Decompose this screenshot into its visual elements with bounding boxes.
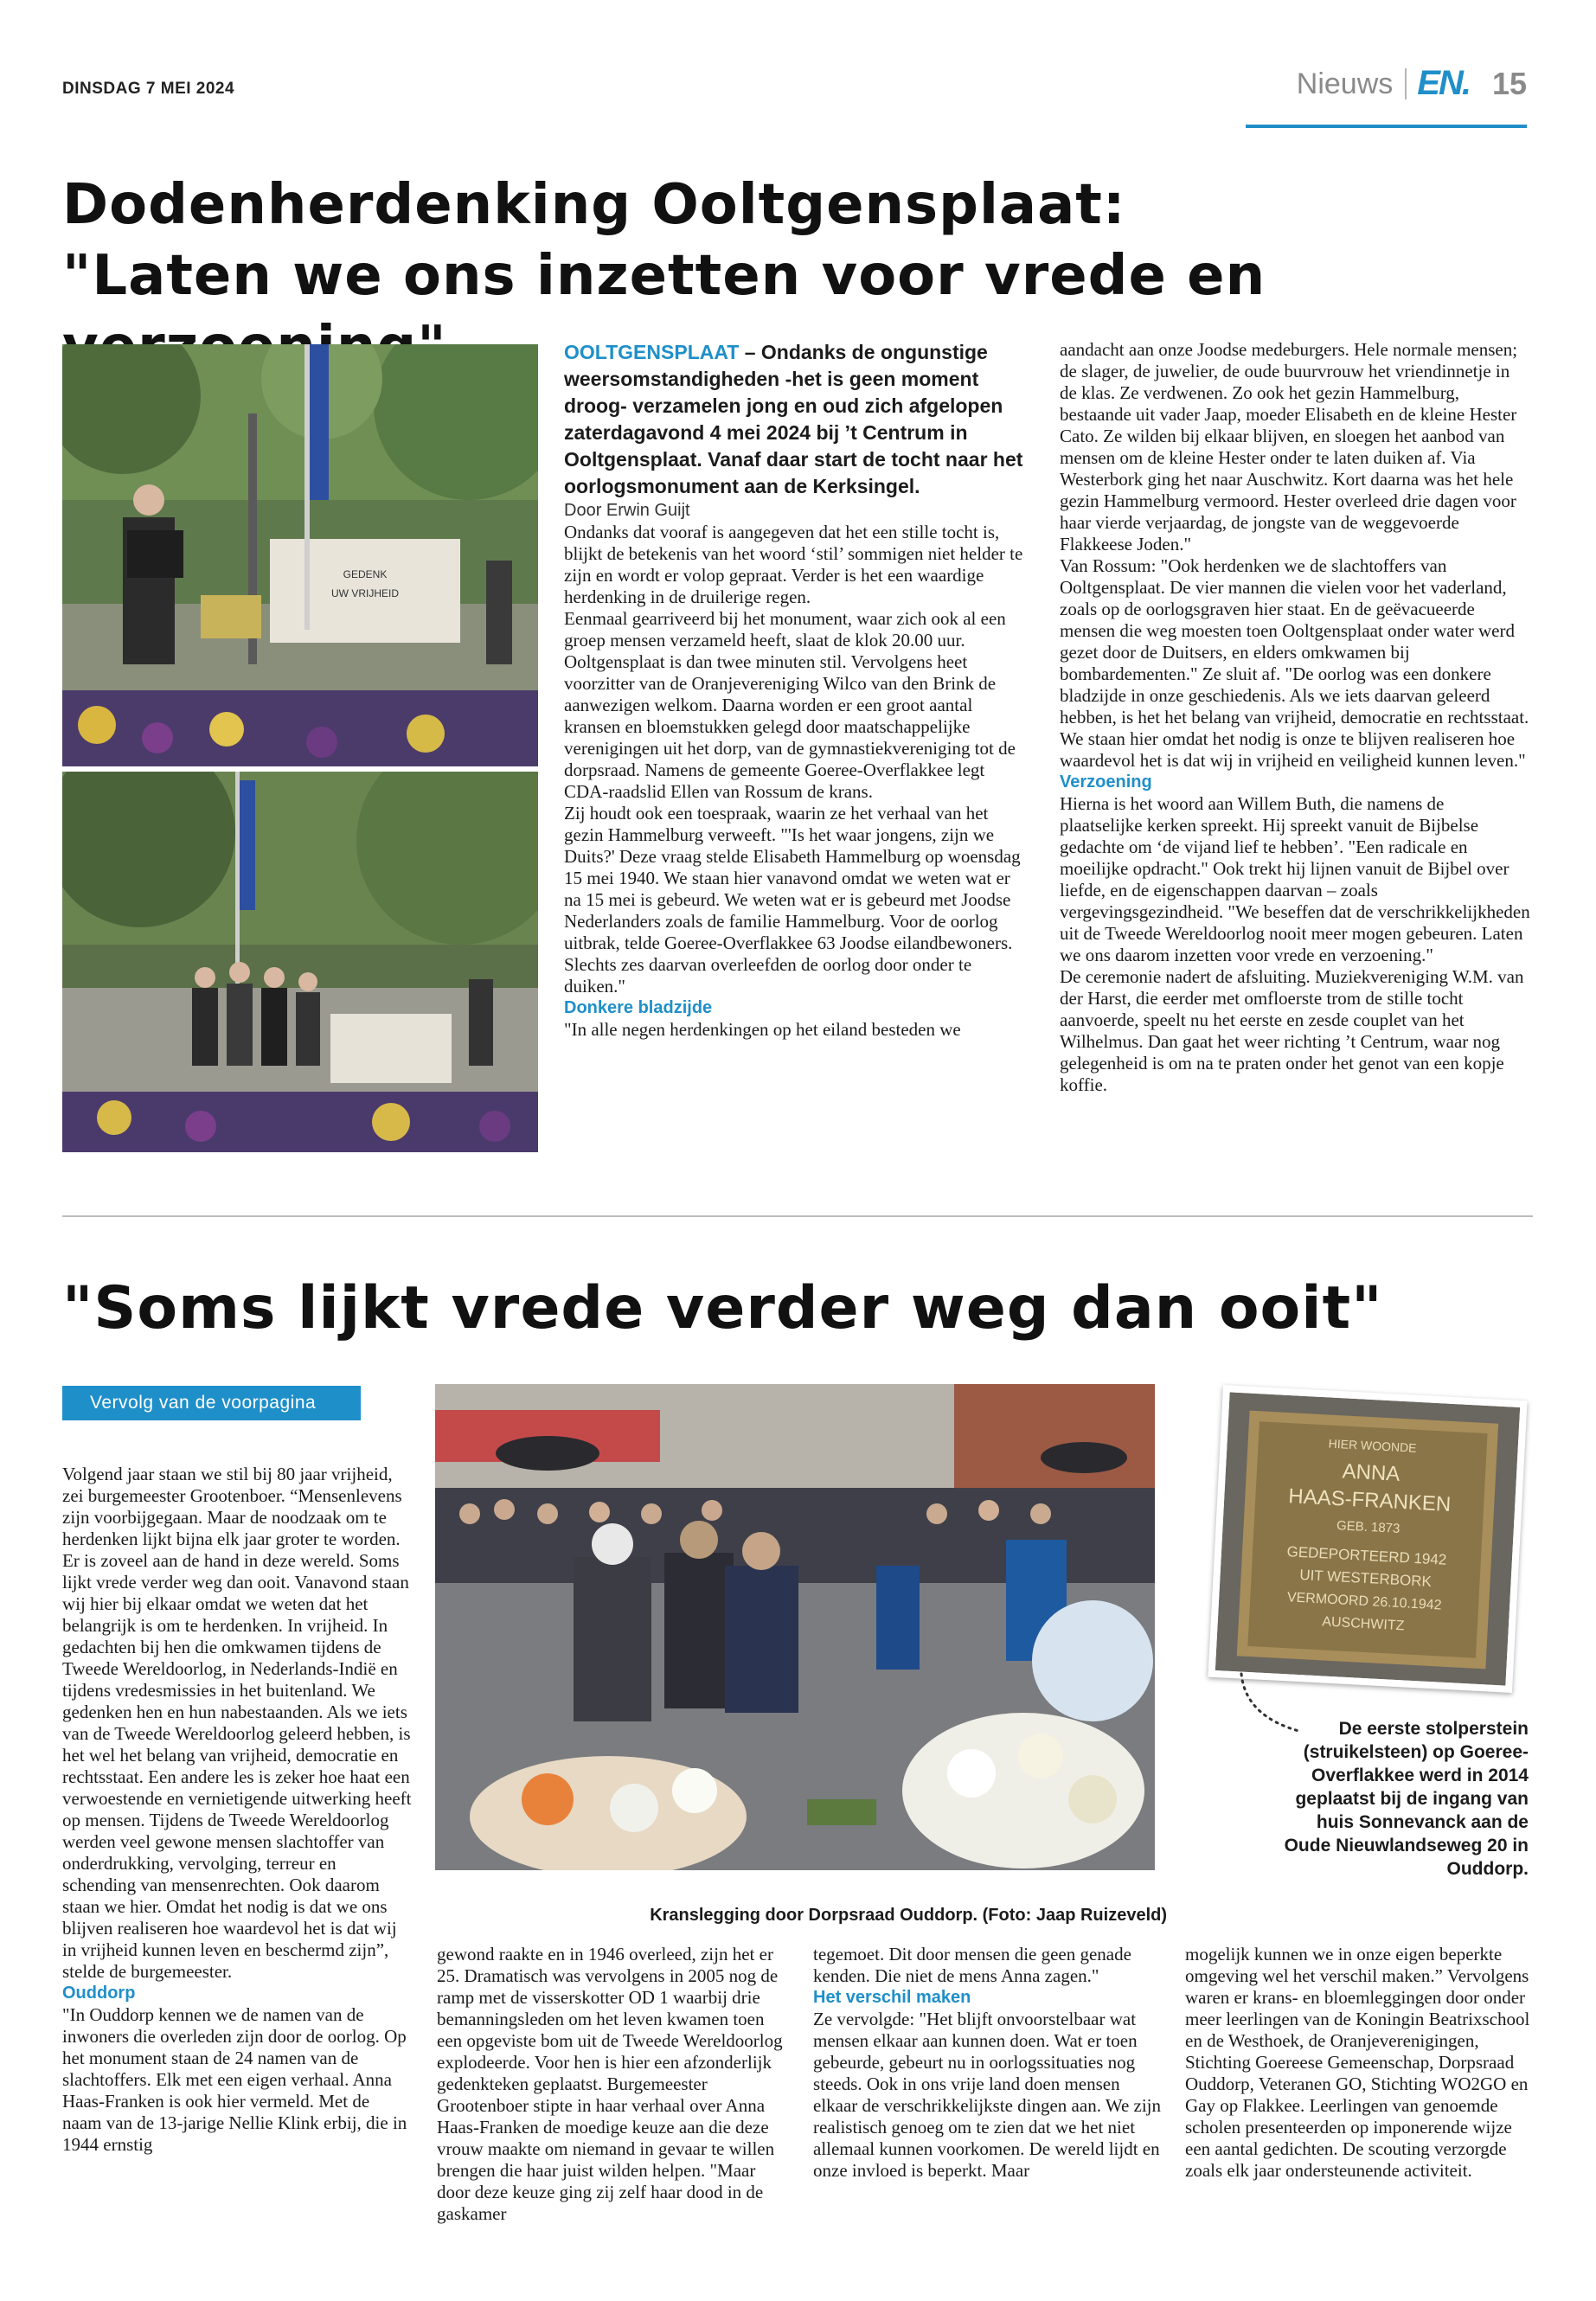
article2-subhead-verschil: Het verschil maken: [813, 1988, 971, 2007]
photo-stolperstein: [1208, 1385, 1527, 1693]
article2-column4: [1185, 1944, 1531, 2182]
article2-headline: "Soms lijkt vrede verder weg dan ooit": [62, 1274, 1383, 1343]
article2-paragraph: Ze vervolgde: "Het blijft onvoorstelbaar wat mensen elkaar aan kunnen doen. Wat er toen gebeurde, gebeurt nu in oorlogssituaties nog steeds. Ook in ons vrije land doen mensen elkaar de verschrikkelijkste dingen aan. We zijn realistisch genoeg om te zien dat we het niet allemaal kunnen voorkomen. De wereld lijdt en onze invloed is beperkt. Maar: [813, 2009, 1162, 2181]
article2-column3: [813, 1944, 1163, 2182]
article1-place: OOLTGENSPLAAT: [564, 341, 740, 363]
article1-intro-text: – Ondanks de ongunstige weersomstandigheden -het is geen moment droog- verzamelen jong en oud zich afgelopen zaterdagavond 4 mei 2024 bij ’t Centrum in Ooltgensplaat. Vanaf daar start de tocht naar het oorlogsmonument aan de Kerksingel.: [564, 341, 1023, 497]
stone-line: HIER WOONDE: [1328, 1436, 1417, 1455]
stone-line: GEDEPORTEERD 1942: [1286, 1543, 1447, 1568]
stone-line: HAAS-FRANKEN: [1287, 1484, 1452, 1516]
article2-column1: [62, 1464, 413, 2156]
article1-byline: Door Erwin Guijt: [564, 501, 690, 520]
article2-paragraph: tegemoet. Dit door mensen die geen genade kenden. Die niet de mens Anna zagen.": [813, 1944, 1131, 1986]
article1-paragraph: "In alle negen herdenkingen op het eiland besteden we: [564, 1019, 961, 1040]
article1-subhead-verzoening: Verzoening: [1060, 772, 1152, 792]
article1-paragraph: Zij houdt ook een toespraak, waarin ze het verhaal van het gezin Hammelburg verweeft. "'Is het waar jongens, zijn we Duits?' Deze vraag stelde Elisabeth Hammelburg op woensdag 15 mei 1940. We staan hier vanavond omdat we weten wat er na 15 mei is gebeurd. We weten wat er is gebeurd met Joodse Nederlanders zoals de familie Hammelburg. Voor de oorlog uitbrak, telde Goeree-Overflakkee 63 Joodse eilandbewoners. Slechts zes daarvan overleefden de oorlog door onder te duiken.": [564, 803, 1021, 997]
publication-date: DINSDAG 7 MEI 2024: [62, 80, 235, 98]
photo-wreath-laying: [435, 1384, 1155, 1870]
article1-headline-line1: Dodenherdenking Ooltgensplaat:: [62, 173, 1126, 237]
section-name: Nieuws: [1297, 68, 1407, 99]
article1-intro: [564, 339, 1031, 500]
brand-logo: EN.: [1417, 64, 1470, 102]
monument-sign-line1: GEDENK: [343, 568, 388, 580]
article2-paragraph: gewond raakte en in 1946 overleed, zijn het er 25. Dramatisch was vervolgens in 2005 nog de ramp met de visserskotter OD 1 waarbij drie bemanningsleden om het leven kwamen toen een opgeviste bom uit de Tweede Wereldoorlog explodeerde. Voor hen is hier een afzonderlijk gedenkteken geplaatst. Burgemeester Grootenboer stipte in haar verhaal over Anna Haas-Franken de moedige keuze aan die deze vrouw maakte om niemand in gevaar te willen brengen die haar juist wilden helpen. "Maar door deze keuze ging zij zelf haar dood in de gaskamer: [437, 1944, 783, 2224]
photo-caption-wreath: Kranslegging door Dorpsraad Ouddorp. (Foto: Jaap Ruizeveld): [650, 1906, 1167, 1925]
stolperstein-caption: De eerste stolperstein (struikelsteen) op Goeree-Overflakkee werd in 2014 geplaatst bij de ingang van huis Sonnevanck aan de Oude Nieuwlandseweg 20 in Ouddorp.: [1284, 1719, 1529, 1879]
monument-sign-line2: UW VRIJHEID: [331, 587, 399, 599]
article2-paragraph: mogelijk kunnen we in onze eigen beperkte omgeving wel het verschil maken.” Vervolgens waren er krans- en bloemleggingen door onder meer leerlingen van de Koningin Beatrixschool en de Westhoek, de Oranjeverenigingen, Stichting Goereese Gemeenschap, Dorpsraad Ouddorp, Veteranen GO, Stichting WO2GO en Gay op Flakkee. Leerlingen van genoemde scholen presenteerden op imponerende wijze een aantal gedichten. De scouting verzorgde zoals elk jaar ondersteunende activiteit.: [1185, 1944, 1530, 2181]
article2-paragraph: "In Ouddorp kennen we de namen van de inwoners die overleden zijn door de oorlog. Op het monument staan de 24 namen van de slachtoffers. Elk met een eigen verhaal. Anna Haas-Franken is ook hier vermeld. Met de naam van de 13-jarige Nellie Klink erbij, die in 1944 ernstig: [62, 2004, 407, 2155]
stone-line: UIT WESTERBORK: [1298, 1566, 1433, 1590]
section-header: [1297, 64, 1527, 103]
article2-subhead-ouddorp: Ouddorp: [62, 1984, 136, 2003]
article1-column1: [564, 339, 1031, 1041]
article2-column2: [437, 1944, 792, 2225]
article1-paragraph: Van Rossum: "Ook herdenken we de slachtoffers van Ooltgensplaat. De vier mannen die vielen voor het vaderland, zoals op de oorlogsgraven hier staat. En de geëvacueerde mensen die weg moesten toen Ooltgensplaat onder water werd gezet door de Duitsers, en elders omkwamen bij bombardementen." Ze sluit af. "De oorlog was een donkere bladzijde in onze geschiedenis. Als we iets daarvan geleerd hebben, is het het belang van vrijheid, democratie en rechtsstaat. We staan hier omdat het nodig is onze te blijven realiseren hoe waardevol het is dat wij in vrijheid en veiligheid kunnen leven.": [1060, 555, 1529, 771]
article1-paragraph: Eenmaal gearriveerd bij het monument, waar zich ook al een groep mensen verzameld heeft, slaat de klok 20.00 uur. Ooltgensplaat is dan twee minuten stil. Vervolgens heet voorzitter van de Oranjevereniging Wilco van den Brink de aanwezigen welkom. Daarna worden er een groot aantal kransen en bloemstukken gelegd door maatschappelijke verenigingen uit het dorp, van de gymnastiekvereniging tot de dorpsraad. Namens de gemeente Goeree-Overflakkee legt CDA-raadslid Ellen van Rossum de krans.: [564, 608, 1016, 802]
article2-paragraph: Volgend jaar staan we stil bij 80 jaar vrijheid, zei burgemeester Grootenboer. “Mensenlevens zijn voorbijgegaan. Maar de noodzaak om te herdenken lijkt bijna elk jaar groter te worden. Er is zoveel aan de hand in deze wereld. Soms lijkt vrede verder weg dan ooit. Vanavond staan wij hier bij elkaar omdat we weten dat het belangrijk is om te herdenken. In vrijheid. In gedachten bij hen die omkwamen tijdens de Tweede Wereldoorlog, in Nederlands-Indië en tijdens vredesmissies in het buitenland. We gedenken hen en hun nabestaanden. Als we iets van de Tweede Wereldoorlog geleerd hebben, is het wel het belang van vrijheid, democratie en rechtsstaat. Een andere les is zeker hoe haat een verwoestende en vernietigende uitwerking heeft op mensen. Tijdens de Tweede Wereldoorlog werden veel gewone mensen slachtoffer van onderdrukking, vervolging, terreur en schending van mensenrechten. Ook daarom staan we hier. Omdat het nodig is dat we ons blijven realiseren hoe waardevol het is dat wij in vrijheid kunnen leven en beschermd zijn”, stelde de burgemeester.: [62, 1464, 412, 1982]
continued-from-front-label: Vervolg van de voorpagina: [62, 1386, 361, 1420]
header-accent-line: [1246, 125, 1527, 128]
stone-line: GEB. 1873: [1336, 1518, 1401, 1536]
article1-headline-line2: "Laten we ons inzetten voor vrede en: [62, 244, 1266, 308]
article1-paragraph: Ondanks dat vooraf is aangegeven dat het een stille tocht is, blijkt de betekenis van het woord ‘stil’ sommigen niet helder te zijn en wordt er volop gepraat. Verder is het een waardige herdenking in de druilerige regen.: [564, 522, 1023, 607]
article-divider: [62, 1215, 1533, 1217]
article1-paragraph: Hierna is het woord aan Willem Buth, die namens de plaatselijke kerken spreekt. Hij spreekt vanuit de Bijbelse gedachte om ‘de vijand lief te hebben’. "Een radicale en moeilijke opdracht." Ook trekt hij lijnen vanuit de Bijbel over liefde, en de eigenschappen daarvan – zoals vergevingsgezindheid. "We beseffen dat de verschrikkelijkheden uit de Tweede Wereldoorlog nooit meer mogen gebeuren. Laten we ons daarom inzetten voor vrede en verzoening.": [1060, 793, 1530, 965]
article1-paragraph: De ceremonie nadert de afsluiting. Muziekvereniging W.M. van der Harst, die eerder met omfloerste trom de stille tocht aanvoerde, speelt nu het eerste en zesde couplet van het Wilhelmus. Dan gaat het weer richting ’t Centrum, waar nog gelegenheid is om na te praten onder het genot van een kopje koffie.: [1060, 966, 1524, 1095]
article1-paragraph: aandacht aan onze Joodse medeburgers. Hele normale mensen; de slager, de juwelier, de oude buurvrouw het vriendinnetje in de klas. Ze verdwenen. Zo ook het gezin Hammelburg, bestaande uit vader Jaap, moeder Elisabeth en de kleine Hester Cato. Ze wilden bij elkaar blijven, en sloegen het aanbod van mensen om de kleine Hester onder te laten duiken af. Via Westerbork ging het naar Auschwitz. Kort daarna was het hele gezin Hammelburg vermoord. Hester overleed drie dagen voor haar vierde verjaardag, de jongste van de weggevoerde Flakkeese Joden.": [1060, 339, 1518, 554]
stone-line: ANNA: [1341, 1459, 1401, 1486]
photo-group-at-monument: [62, 772, 538, 1152]
stone-line: VERMOORD 26.10.1942: [1286, 1590, 1442, 1613]
photo-speaker-at-monument: [62, 344, 538, 766]
page-number: 15: [1491, 65, 1527, 101]
stone-line: AUSCHWITZ: [1321, 1614, 1405, 1634]
article1-column2: [1060, 339, 1531, 1096]
article1-subhead-donkere-bladzijde: Donkere bladzijde: [564, 998, 713, 1017]
